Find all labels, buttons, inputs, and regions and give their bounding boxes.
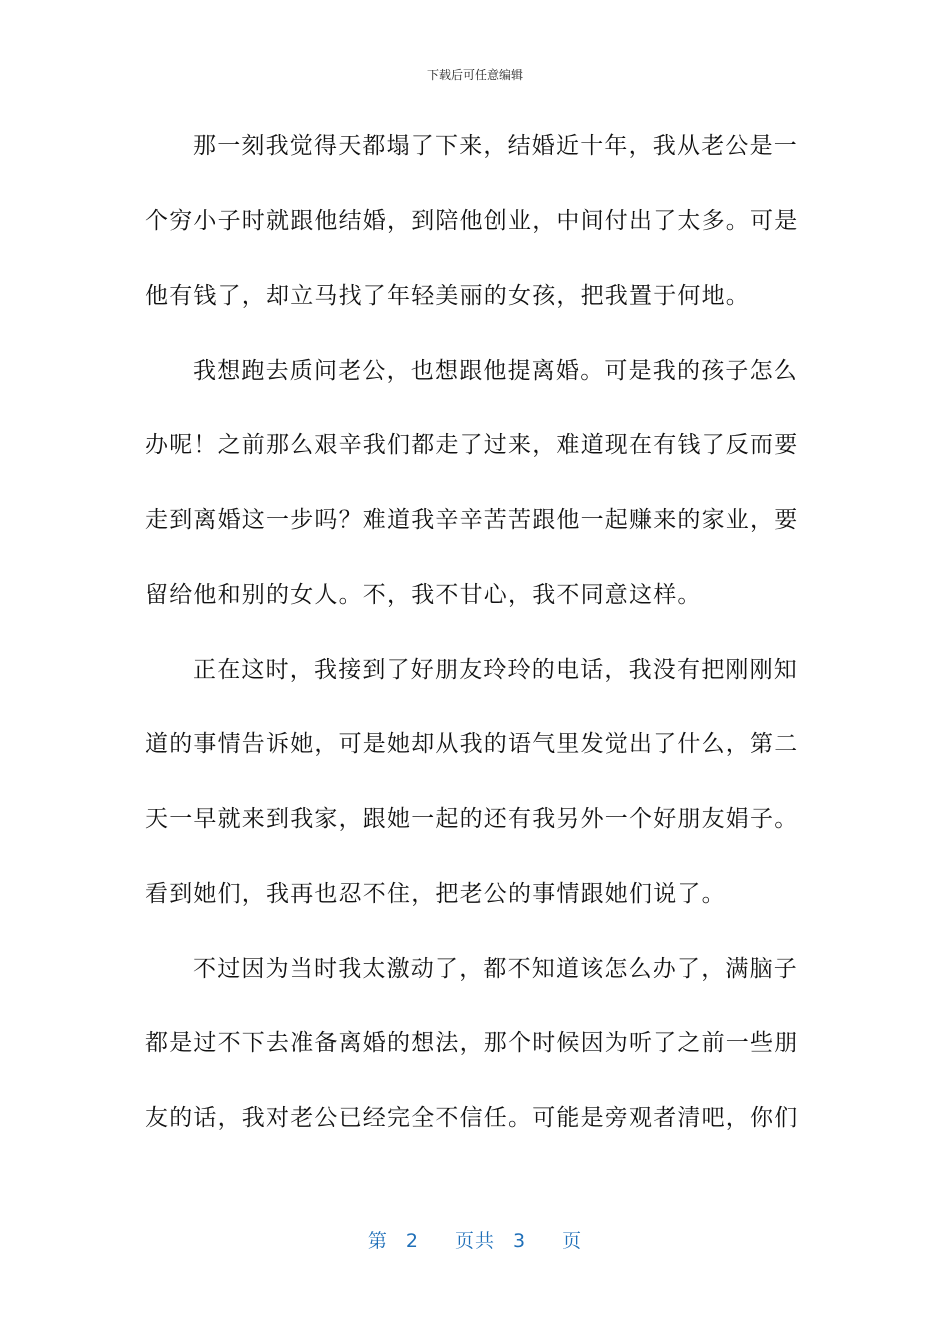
- text-line: 不过因为当时我太激动了，都不知道该怎么办了，满脑子: [193, 956, 798, 982]
- total-pages-number: 3: [513, 1230, 527, 1252]
- text-line: 办呢！之前那么艰辛我们都走了过来，难道现在有钱了反而要: [145, 432, 799, 458]
- text-line: 留给他和别的女人。不，我不甘心，我不同意这样。: [145, 582, 702, 608]
- footer-prefix: 第: [367, 1230, 388, 1252]
- text-line: 道的事情告诉她，可是她却从我的语气里发觉出了什么，第二: [145, 731, 799, 757]
- page-footer: [0, 1226, 950, 1253]
- text-line: 我想跑去质问老公，也想跟他提离婚。可是我的孩子怎么: [193, 358, 798, 384]
- current-page-number: 2: [405, 1230, 419, 1252]
- text-line: 他有钱了，却立马找了年轻美丽的女孩，把我置于何地。: [145, 283, 750, 309]
- text-line: 那一刻我觉得天都塌了下来，结婚近十年，我从老公是一: [193, 133, 798, 159]
- text-line: 看到她们，我再也忍不住，把老公的事情跟她们说了。: [145, 881, 726, 907]
- text-line: 友的话，我对老公已经完全不信任。可能是旁观者清吧，你们: [145, 1105, 799, 1131]
- text-line: 走到离婚这一步吗？难道我辛辛苦苦跟他一起赚来的家业，要: [145, 507, 799, 533]
- text-line: 天一早就来到我家，跟她一起的还有我另外一个好朋友娟子。: [145, 806, 799, 832]
- footer-middle: 页共: [454, 1230, 495, 1252]
- footer-suffix: 页: [562, 1230, 583, 1252]
- text-line: 个穷小子时就跟他结婚，到陪他创业，中间付出了太多。可是: [145, 208, 799, 234]
- text-line: 都是过不下去准备离婚的想法，那个时候因为听了之前一些朋: [145, 1030, 799, 1056]
- page-header: 下载后可任意编辑: [426, 68, 523, 82]
- text-line: 正在这时，我接到了好朋友玲玲的电话，我没有把刚刚知: [193, 657, 798, 683]
